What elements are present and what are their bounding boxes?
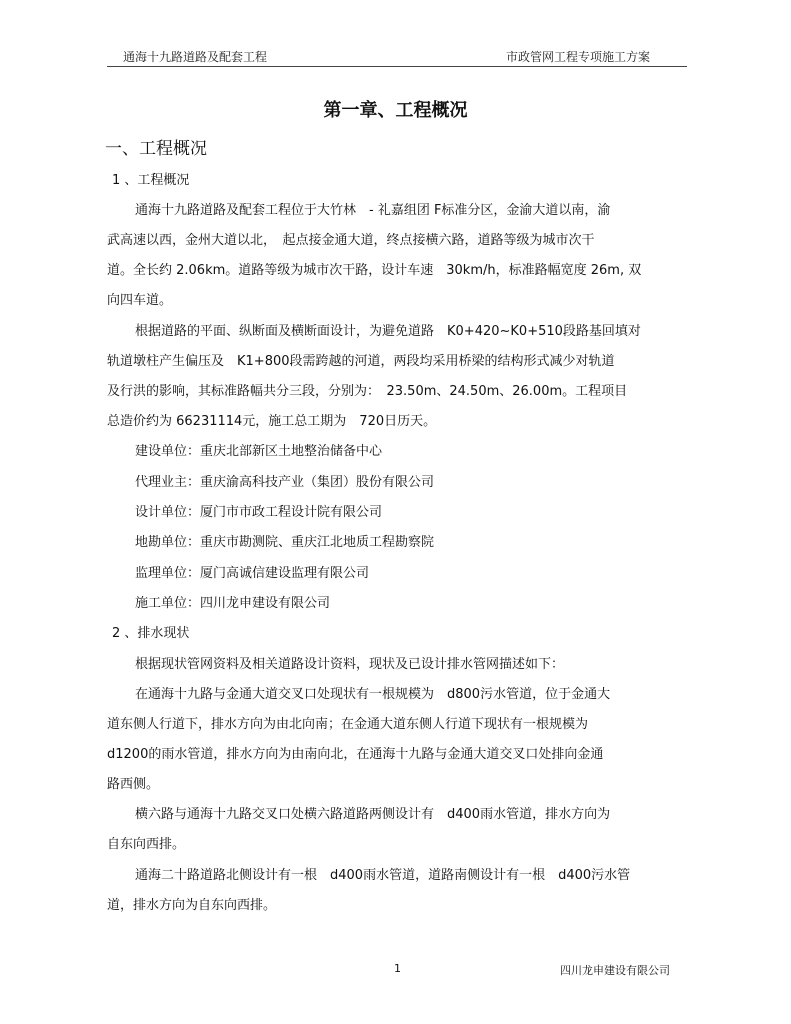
paragraph-line: 向四车道。: [107, 293, 173, 308]
paragraph-line: 横六路与通海十九路交叉口处横六路道路两侧设计有 d400雨水管道，排水方向为: [135, 807, 611, 822]
page-number: 1: [394, 962, 401, 975]
paragraph-line: 及行洪的影响，其标准路幅共分三段，分别为： 23.50m、24.50m、26.00m。工程项目: [107, 384, 628, 399]
chapter-title: 第一章、工程概况: [323, 100, 468, 121]
paragraph-line: 总造价约为 66231114元，施工总工期为 720日历天。: [107, 414, 437, 429]
footer-company: 四川龙申建设有限公司: [560, 964, 670, 977]
paragraph-line: 道。全长约 2.06km。道路等级为城市次干路，设计车速 30km/h，标准路幅宽度 26m, 双: [107, 263, 642, 278]
paragraph-line: 道，排水方向为自东向西排。: [107, 898, 277, 913]
paragraph-line: 自东向西排。: [107, 837, 186, 852]
unit-designer: 设计单位：厦门市市政工程设计院有限公司: [135, 505, 383, 520]
paragraph-line: 在通海十九路与金通大道交叉口处现状有一根规模为 d800污水管道，位于金通大: [135, 687, 611, 702]
subsection-heading-overview: 1 、工程概况: [112, 173, 190, 188]
unit-construction-owner: 建设单位：重庆北部新区土地整治储备中心: [135, 444, 383, 459]
paragraph-line: 轨道墩柱产生偏压及 K1+800段需跨越的河道，两段均采用桥梁的结构形式减少对轨道: [107, 354, 615, 369]
header-document-title: 市政管网工程专项施工方案: [505, 50, 650, 64]
paragraph-line: 根据道路的平面、纵断面及横断面设计，为避免道路 K0+420~K0+510段路基回填对: [135, 324, 641, 339]
unit-survey: 地勘单位：重庆市勘测院、重庆江北地质工程勘察院: [135, 535, 435, 550]
paragraph-line: d1200的雨水管道，排水方向为由南向北，在通海十九路与金通大道交叉口处排向金通: [107, 747, 604, 762]
paragraph-line: 武高速以西，金州大道以北， 起点接金通大道，终点接横六路，道路等级为城市次干: [107, 233, 595, 248]
paragraph-line: 根据现状管网资料及相关道路设计资料，现状及已设计排水管网描述如下：: [135, 657, 565, 672]
header-divider: [107, 66, 687, 67]
unit-agent-owner: 代理业主：重庆渝高科技产业（集团）股份有限公司: [135, 475, 435, 490]
paragraph-line: 通海二十路道路北侧设计有一根 d400雨水管道，道路南侧设计有一根 d400污水管: [135, 868, 631, 883]
unit-supervision: 监理单位：厦门高诚信建设监理有限公司: [135, 566, 370, 581]
section-heading: 一、工程概况: [105, 139, 207, 159]
paragraph-line: 路西侧。: [107, 777, 160, 792]
paragraph-line: 道东侧人行道下，排水方向为由北向南；在金通大道东侧人行道下现状有一根规模为: [107, 717, 589, 732]
unit-contractor: 施工单位：四川龙申建设有限公司: [135, 596, 331, 611]
paragraph-line: 通海十九路道路及配套工程位于大竹林 - 礼嘉组团 F标准分区，金渝大道以南，渝: [135, 203, 611, 218]
header-project-name: 通海十九路道路及配套工程: [123, 50, 268, 64]
subsection-heading-drainage: 2 、排水现状: [112, 626, 190, 641]
